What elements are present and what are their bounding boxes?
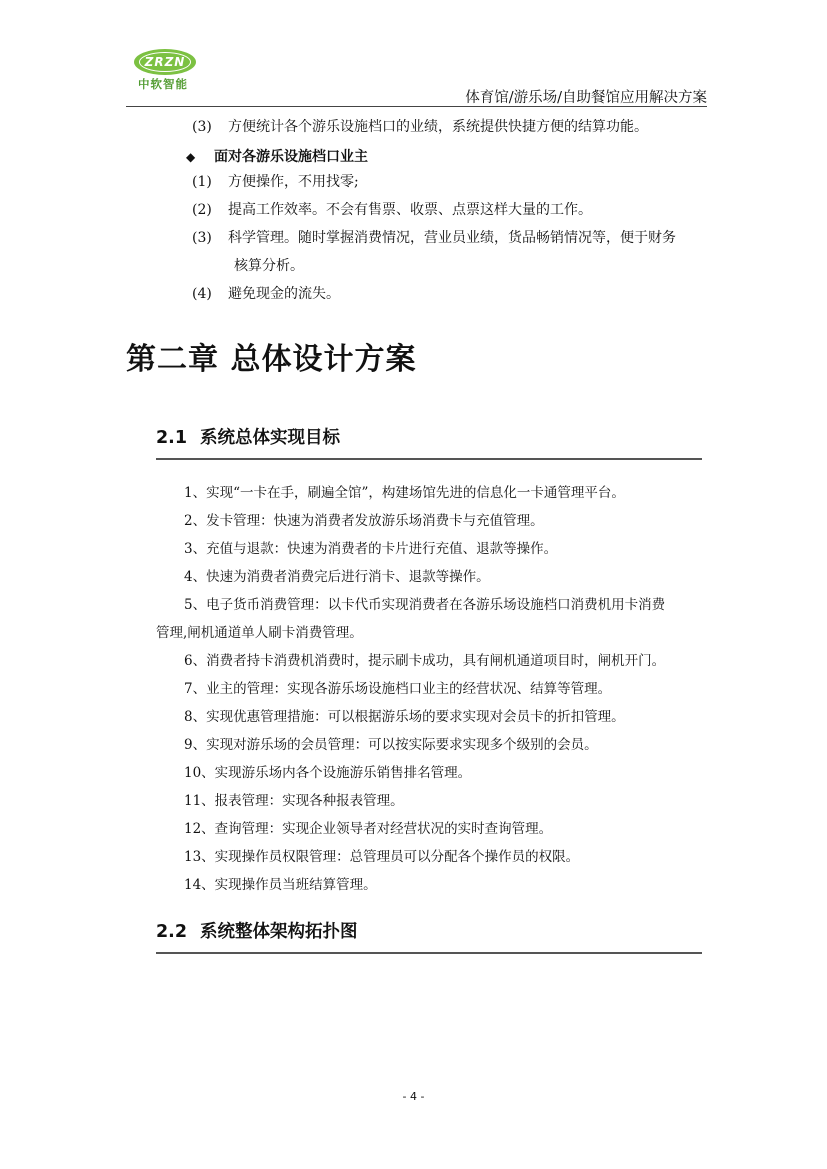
goal-item: 10、实现游乐场内各个设施游乐销售排名管理。 [184, 765, 472, 781]
section-title: 系统整体架构拓扑图 [200, 922, 358, 942]
section-divider [156, 952, 702, 954]
list-item [192, 284, 340, 304]
chapter-title: 第二章 总体设计方案 [126, 342, 417, 377]
header-title: 体育馆/游乐场/自助餐馆应用解决方案 [465, 90, 707, 106]
section-heading [156, 424, 340, 449]
company-logo [134, 49, 196, 91]
list-item-continuation: 核算分析。 [234, 258, 304, 274]
item-text: 方便统计各个游乐设施档口的业绩，系统提供快捷方便的结算功能。 [228, 119, 648, 135]
list-item [192, 200, 592, 220]
goal-item: 7、业主的管理：实现各游乐场设施档口业主的经营状况、结算等管理。 [184, 681, 612, 697]
item-number: (3) [192, 230, 212, 246]
page-number: - 4 - [402, 1090, 425, 1103]
bullet-heading [186, 147, 368, 167]
item-text: 避免现金的流失。 [228, 286, 340, 302]
list-item [192, 228, 676, 248]
section-divider [156, 458, 702, 460]
item-number: (2) [192, 202, 212, 218]
diamond-bullet-icon: ◆ [186, 150, 196, 164]
goal-item: 6、消费者持卡消费机消费时，提示刷卡成功，具有闸机通道项目时，闸机开门。 [184, 653, 666, 669]
goal-item: 4、快速为消费者消费完后进行消卡、退款等操作。 [184, 569, 490, 585]
header-divider [126, 106, 707, 107]
goal-item: 1、实现“一卡在手，刷遍全馆”，构建场馆先进的信息化一卡通管理平台。 [184, 485, 625, 501]
item-number: (1) [192, 174, 212, 190]
bullet-heading-text: 面对各游乐设施档口业主 [214, 149, 368, 165]
goal-item: 12、查询管理：实现企业领导者对经营状况的实时查询管理。 [184, 821, 553, 837]
goal-item: 9、实现对游乐场的会员管理：可以按实际要求实现多个级别的会员。 [184, 737, 598, 753]
item-number: (4) [192, 286, 212, 302]
list-item [192, 117, 648, 137]
section-number: 2.2 [156, 922, 188, 942]
list-item [192, 172, 359, 192]
item-text: 方便操作，不用找零; [228, 174, 359, 190]
goal-item: 13、实现操作员权限管理：总管理员可以分配各个操作员的权限。 [184, 849, 580, 865]
item-text: 提高工作效率。不会有售票、收票、点票这样大量的工作。 [228, 202, 592, 218]
goal-item: 14、实现操作员当班结算管理。 [184, 877, 377, 893]
logo-emblem [134, 49, 196, 75]
section-title: 系统总体实现目标 [200, 428, 340, 448]
goal-item: 3、充值与退款：快速为消费者的卡片进行充值、退款等操作。 [184, 541, 558, 557]
goal-item-continuation: 管理,闸机通道单人刷卡消费管理。 [156, 625, 363, 641]
logo-text: ZRZN [139, 52, 191, 72]
section-number: 2.1 [156, 428, 188, 448]
goal-item: 8、实现优惠管理措施：可以根据游乐场的要求实现对会员卡的折扣管理。 [184, 709, 625, 725]
item-text: 科学管理。随时掌握消费情况，营业员业绩，货品畅销情况等，便于财务 [228, 230, 676, 246]
goal-item: 2、发卡管理：快速为消费者发放游乐场消费卡与充值管理。 [184, 513, 544, 529]
logo-chinese-name: 中软智能 [138, 77, 188, 91]
section-heading [156, 918, 358, 943]
goal-item: 11、报表管理：实现各种报表管理。 [184, 793, 404, 809]
goal-item: 5、电子货币消费管理：以卡代币实现消费者在各游乐场设施档口消费机用卡消费 [184, 597, 666, 613]
item-number: (3) [192, 119, 212, 135]
